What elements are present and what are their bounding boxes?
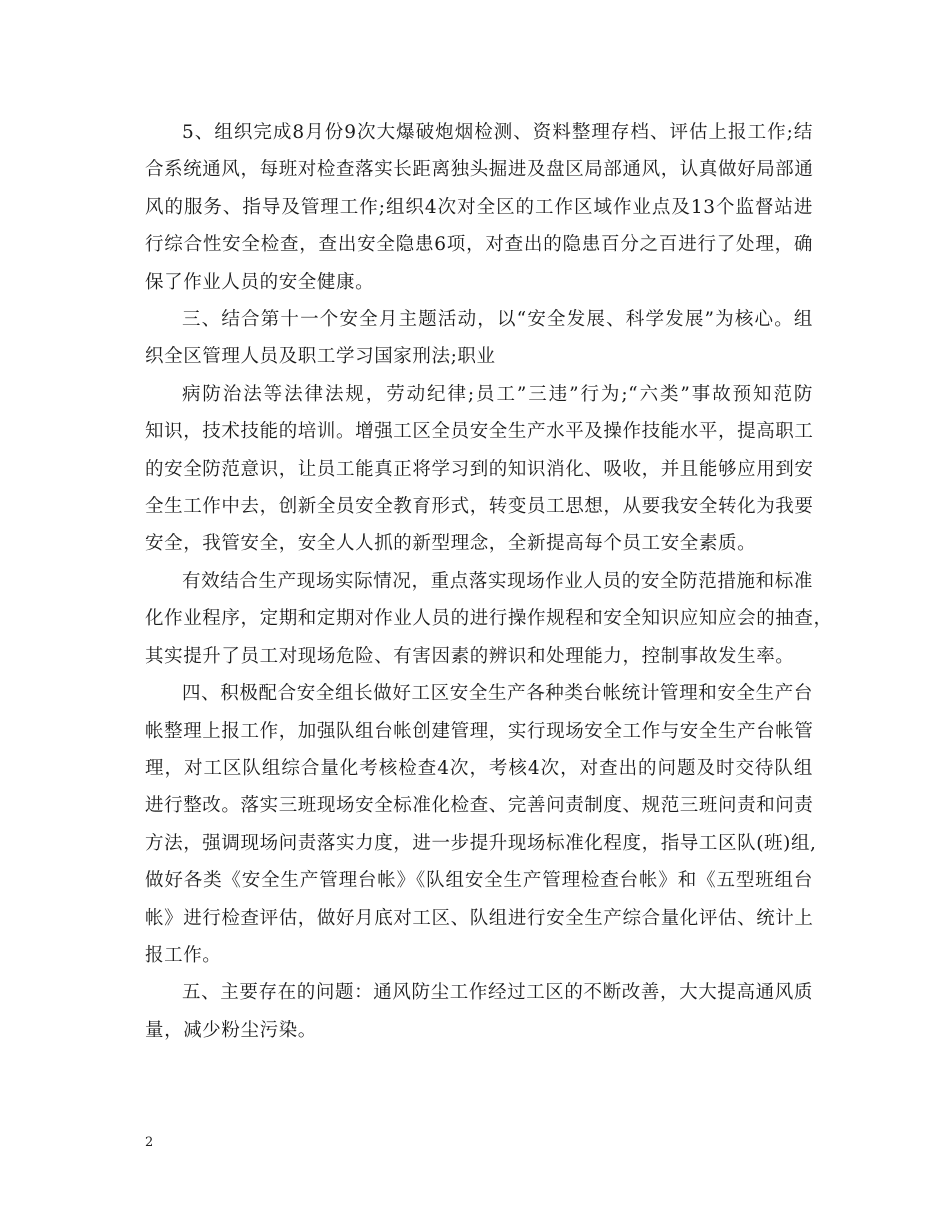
text-line: 的安全防范意识，让员工能真正将学习到的知识消化、吸收，并且能够应用到安 <box>145 458 814 480</box>
page-number: 2 <box>145 1135 154 1150</box>
document-body <box>145 114 833 1049</box>
text-line: 方法，强调现场问责落实力度，进一步提升现场标准化程度，指导工区队(班)组, <box>145 832 817 854</box>
text-line: 帐》进行检查评估，做好月底对工区、队组进行安全生产综合量化评估、统计上 <box>145 907 814 929</box>
text-line: 病防治法等法律法规，劳动纪律;员工”三违”行为;“六类”事故预知范防 <box>182 383 813 405</box>
text-line: 三、结合第十一个安全月主题活动，以“安全发展、科学发展”为核心。组 <box>182 309 813 331</box>
text-line: 其实提升了员工对现场危险、有害因素的辨识和处理能力，控制事故发生率。 <box>145 645 795 667</box>
paragraph-p4 <box>145 563 833 675</box>
text-line: 理，对工区队组综合量化考核检查4次，考核4次，对查出的问题及时交待队组 <box>145 757 813 779</box>
paragraph-p3 <box>145 376 813 563</box>
text-line: 帐整理上报工作，加强队组台帐创建管理，实行现场安全工作与安全生产台帐管 <box>145 720 814 742</box>
paragraph-p6 <box>145 974 813 1049</box>
text-line: 保了作业人员的安全健康。 <box>145 271 375 293</box>
text-line: 行综合性安全检查，查出安全隐患6项，对查出的隐患百分之百进行了处理，确 <box>145 234 813 256</box>
text-line: 5、组织完成8月份9次大爆破炮烟检测、资料整理存档、评估上报工作;结 <box>182 122 813 143</box>
paragraph-p2 <box>145 301 813 376</box>
text-line: 进行整改。落实三班现场安全标准化检查、完善问责制度、规范三班问责和问责 <box>145 795 814 817</box>
paragraph-p5 <box>145 675 817 974</box>
text-line: 五、主要存在的问题：通风防尘工作经过工区的不断改善，大大提高通风质 <box>182 982 813 1004</box>
text-line: 安全，我管安全，安全人人抓的新型理念，全新提高每个员工安全素质。 <box>145 533 757 555</box>
paragraph-p1 <box>145 114 813 301</box>
text-line: 全生工作中去，创新全员安全教育形式，转变员工思想，从要我安全转化为我要 <box>145 496 814 518</box>
text-line: 四、积极配合安全组长做好工区安全生产各种类台帐统计管理和安全生产台 <box>182 683 813 705</box>
text-line: 做好各类《安全生产管理台帐》《队组安全生产管理检查台帐》和《五型班组台 <box>145 870 813 892</box>
text-line: 知识，技术技能的培训。增强工区全员安全生产水平及操作技能水平，提高职工 <box>145 421 814 443</box>
text-line: 报工作。 <box>145 944 222 966</box>
text-line: 有效结合生产现场实际情况，重点落实现场作业人员的安全防范措施和标准 <box>182 570 813 592</box>
text-line: 风的服务、指导及管理工作;组织4次对全区的工作区域作业点及13个监督站进 <box>145 196 813 218</box>
text-line: 织全区管理人员及职工学习国家刑法;职业 <box>145 346 496 368</box>
text-line: 合系统通风，每班对检查落实长距离独头掘进及盘区局部通风，认真做好局部通 <box>145 159 814 181</box>
text-line: 化作业程序，定期和定期对作业人员的进行操作规程和安全知识应知应会的抽查， <box>145 608 833 630</box>
text-line: 量，减少粉尘污染。 <box>145 1019 317 1041</box>
